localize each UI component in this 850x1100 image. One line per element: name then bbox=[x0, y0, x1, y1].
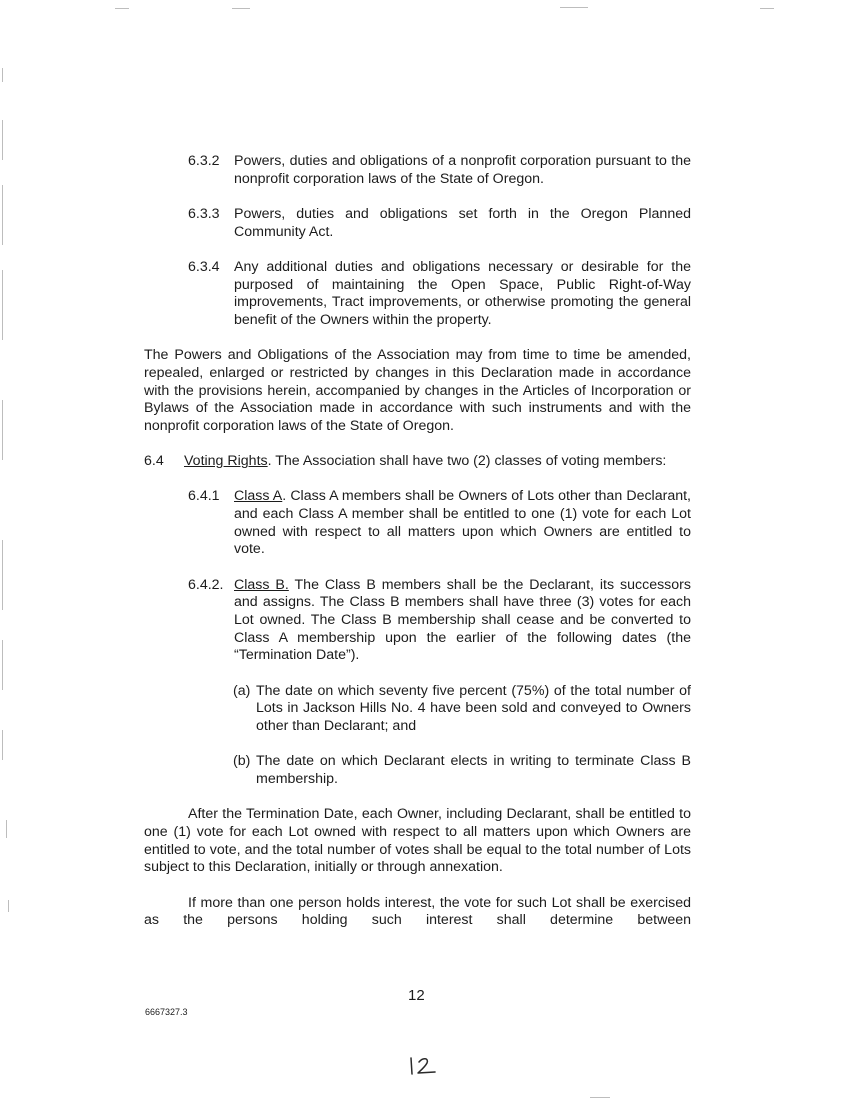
interest-paragraph: If more than one person holds interest, the vote for such Lot shall be exercised as the persons holding such interest shall determine between bbox=[144, 894, 691, 929]
handwritten-twelve-mark bbox=[405, 1054, 445, 1078]
item-body: The Class B members shall be the Declarant, its successors and assigns. The Class B members shall have three (3) votes for each Lot owned. The Class B membership shall cease and be converted to Class A membership upon the earlier of the following dates (the “Termination Date”). bbox=[234, 576, 691, 664]
item-body: . Class A members shall be Owners of Lots other than Declarant, and each Class A member shall be entitled to one (1) vote for each Lot owned with respect to all matters upon which Owners are entitled to vote. bbox=[234, 488, 691, 558]
item-number: 6.3.2 bbox=[188, 153, 220, 169]
item-text bbox=[234, 577, 691, 666]
handwritten-page-number bbox=[405, 1054, 445, 1083]
document-body bbox=[144, 153, 691, 947]
item-number: 6.4.1 bbox=[188, 488, 220, 505]
powers-paragraph: The Powers and Obligations of the Association may from time to time be amended, repealed, enlarged or restricted by changes in this Declaration made in accordance with the provisions herein, accompanied by changes in the Articles of Incorporation or Bylaws of the Association made in accordance with such instruments and with the nonprofit corporation laws of the State of Oregon. bbox=[144, 347, 691, 434]
item-letter: (b) bbox=[233, 753, 251, 770]
item-text: Powers, duties and obligations set forth in the Oregon Planned Community Act. bbox=[234, 205, 691, 240]
document-id: 6667327.3 bbox=[145, 1007, 188, 1017]
section-number: 6.4 bbox=[144, 453, 164, 470]
termination-paragraph: After the Termination Date, each Owner, including Declarant, shall be entitled to one (1) vote for each Lot owned with respect to all matters upon which Owners are entitled to vote, and the total number of votes shall be equal to the total number of Lots subject to this Declaration, initially or through annexation. bbox=[144, 806, 691, 876]
section-6-4 bbox=[144, 453, 691, 471]
page-number: 12 bbox=[408, 987, 425, 1004]
item-6-3-4 bbox=[188, 259, 691, 330]
item-heading: Class A bbox=[234, 488, 283, 505]
item-text: Any additional duties and obligations necessary or desirable for the purposed of maintaining the Open Space, Public Right-of-Way improvements, Tract improvements, or otherwise promoting the general benefit of the Owners within the property. bbox=[234, 258, 691, 328]
item-text: The date on which Declarant elects in writing to terminate Class B membership. bbox=[256, 753, 691, 787]
item-text bbox=[234, 488, 691, 559]
item-number: 6.3.3 bbox=[188, 205, 220, 222]
section-text bbox=[184, 453, 691, 471]
item-text: Powers, duties and obligations of a nonprofit corporation pursuant to the nonprofit corporation laws of the State of Oregon. bbox=[234, 153, 691, 187]
item-number: 6.3.4 bbox=[188, 258, 220, 275]
section-heading: Voting Rights bbox=[184, 453, 268, 470]
item-b bbox=[233, 753, 691, 788]
item-6-4-2 bbox=[188, 577, 691, 666]
item-6-3-3 bbox=[188, 206, 691, 241]
item-letter: (a) bbox=[233, 682, 251, 699]
item-text: The date on which seventy five percent (75%) of the total number of Lots in Jackson Hills No. 4 have been sold and conveyed to Owners other than Declarant; and bbox=[256, 682, 691, 735]
item-6-4-1 bbox=[188, 488, 691, 559]
section-body: . The Association shall have two (2) classes of voting members: bbox=[267, 453, 667, 470]
item-heading: Class B. bbox=[234, 576, 289, 593]
item-number: 6.4.2. bbox=[188, 576, 224, 593]
item-a bbox=[233, 683, 691, 736]
item-6-3-2 bbox=[188, 153, 691, 188]
